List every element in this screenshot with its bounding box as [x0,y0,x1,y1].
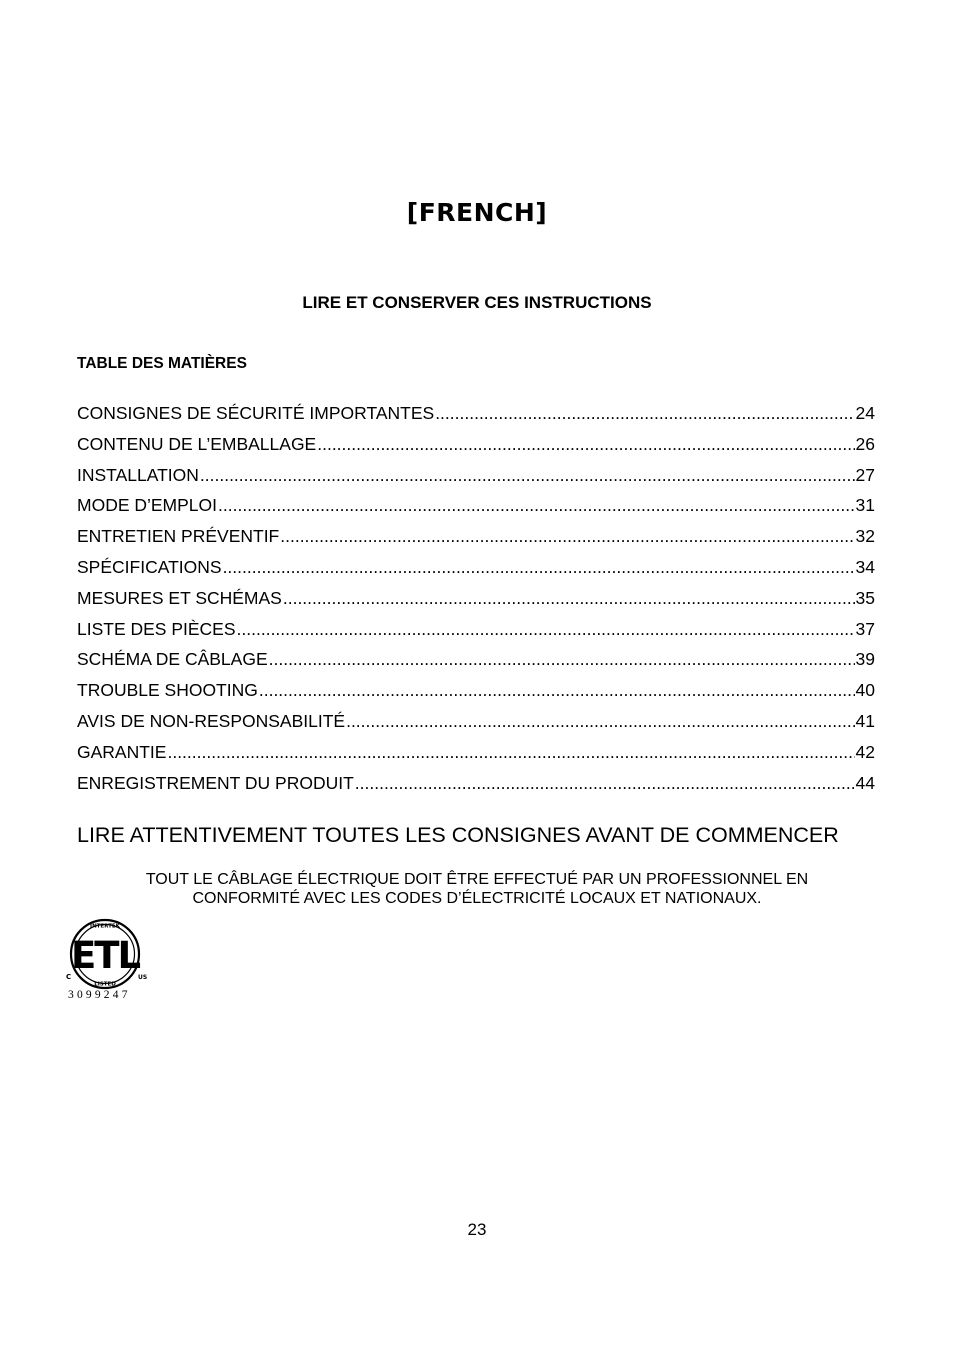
toc-leader-dots [237,619,855,640]
toc-entry-page: 40 [855,680,875,701]
etl-ring-top-text: INTERTEK [90,923,120,930]
toc-heading: TABLE DES MATIÈRES [77,355,247,372]
toc-entry[interactable] [77,465,875,496]
toc-entry-page: 34 [855,556,875,577]
wiring-warning-line-2: CONFORMITÉ AVEC LES CODES D’ÉLECTRICITÉ LOCAUX ET NATIONAUX. [192,890,762,907]
toc-entry-page: 44 [855,772,875,793]
toc-leader-dots [435,403,854,424]
toc-entry-label: SCHÉMA DE CÂBLAGE [77,649,268,670]
toc-entry-label: AVIS DE NON-RESPONSABILITÉ [77,710,346,731]
toc-entry-label: INSTALLATION [77,464,199,485]
toc-leader-dots [283,588,855,609]
etl-control-number: 3099247 [68,989,131,1001]
etl-ring-bottom-text: LISTED [94,981,116,988]
table-of-contents [77,403,875,803]
toc-leader-dots [355,773,855,794]
read-all-instructions-notice: LIRE ATTENTIVEMENT TOUTES LES CONSIGNES AVANT DE COMMENCER [77,823,839,847]
toc-entry[interactable] [77,526,875,557]
toc-leader-dots [218,495,855,516]
page-number: 23 [467,1220,487,1239]
wiring-warning-line-1: TOUT LE CÂBLAGE ÉLECTRIQUE DOIT ÊTRE EFFECTUÉ PAR UN PROFESSIONNEL EN [145,871,809,888]
toc-entry-label: ENTRETIEN PRÉVENTIF [77,526,280,547]
etl-country-us: US [138,974,148,981]
toc-leader-dots [223,557,855,578]
toc-leader-dots [167,742,854,763]
toc-leader-dots [200,465,855,486]
toc-entry-label: SPÉCIFICATIONS [77,556,222,577]
toc-entry-page: 37 [855,618,875,639]
toc-entry[interactable] [77,619,875,650]
toc-entry-page: 26 [855,433,875,454]
page-title: [FRENCH] [406,198,548,227]
toc-leader-dots [269,649,855,670]
toc-leader-dots [346,711,854,732]
toc-entry-page: 41 [855,710,875,731]
toc-entry[interactable] [77,680,875,711]
toc-entry-page: 35 [855,587,875,608]
wiring-warning [0,870,954,908]
toc-entry[interactable] [77,434,875,465]
toc-entry[interactable] [77,742,875,773]
toc-entry[interactable] [77,711,875,742]
toc-entry-label: CONTENU DE L’EMBALLAGE [77,433,317,454]
toc-entry-label: MESURES ET SCHÉMAS [77,587,282,608]
toc-entry-page: 24 [855,403,875,423]
etl-logo-letters: ETL [70,934,140,977]
toc-entry-page: 27 [855,464,875,485]
page-subtitle: LIRE ET CONSERVER CES INSTRUCTIONS [302,293,652,312]
toc-leader-dots [280,526,854,547]
toc-entry-label: CONSIGNES DE SÉCURITÉ IMPORTANTES [77,403,435,423]
toc-entry-label: TROUBLE SHOOTING [77,680,258,701]
toc-entry-label: ENREGISTREMENT DU PRODUIT [77,772,354,793]
toc-entry-page: 39 [855,649,875,670]
toc-entry[interactable] [77,588,875,619]
toc-entry[interactable] [77,403,875,434]
toc-leader-dots [259,680,855,701]
toc-entry[interactable] [77,649,875,680]
toc-entry-page: 31 [855,495,875,516]
toc-entry[interactable] [77,773,875,804]
toc-entry[interactable] [77,495,875,526]
toc-entry-label: LISTE DES PIÈCES [77,618,236,639]
toc-entry[interactable] [77,557,875,588]
toc-leader-dots [317,434,854,455]
toc-entry-label: MODE D’EMPLOI [77,495,218,516]
etl-country-c: C [66,973,72,981]
toc-entry-page: 42 [855,741,875,762]
toc-entry-label: GARANTIE [77,741,167,762]
toc-entry-page: 32 [855,526,875,547]
